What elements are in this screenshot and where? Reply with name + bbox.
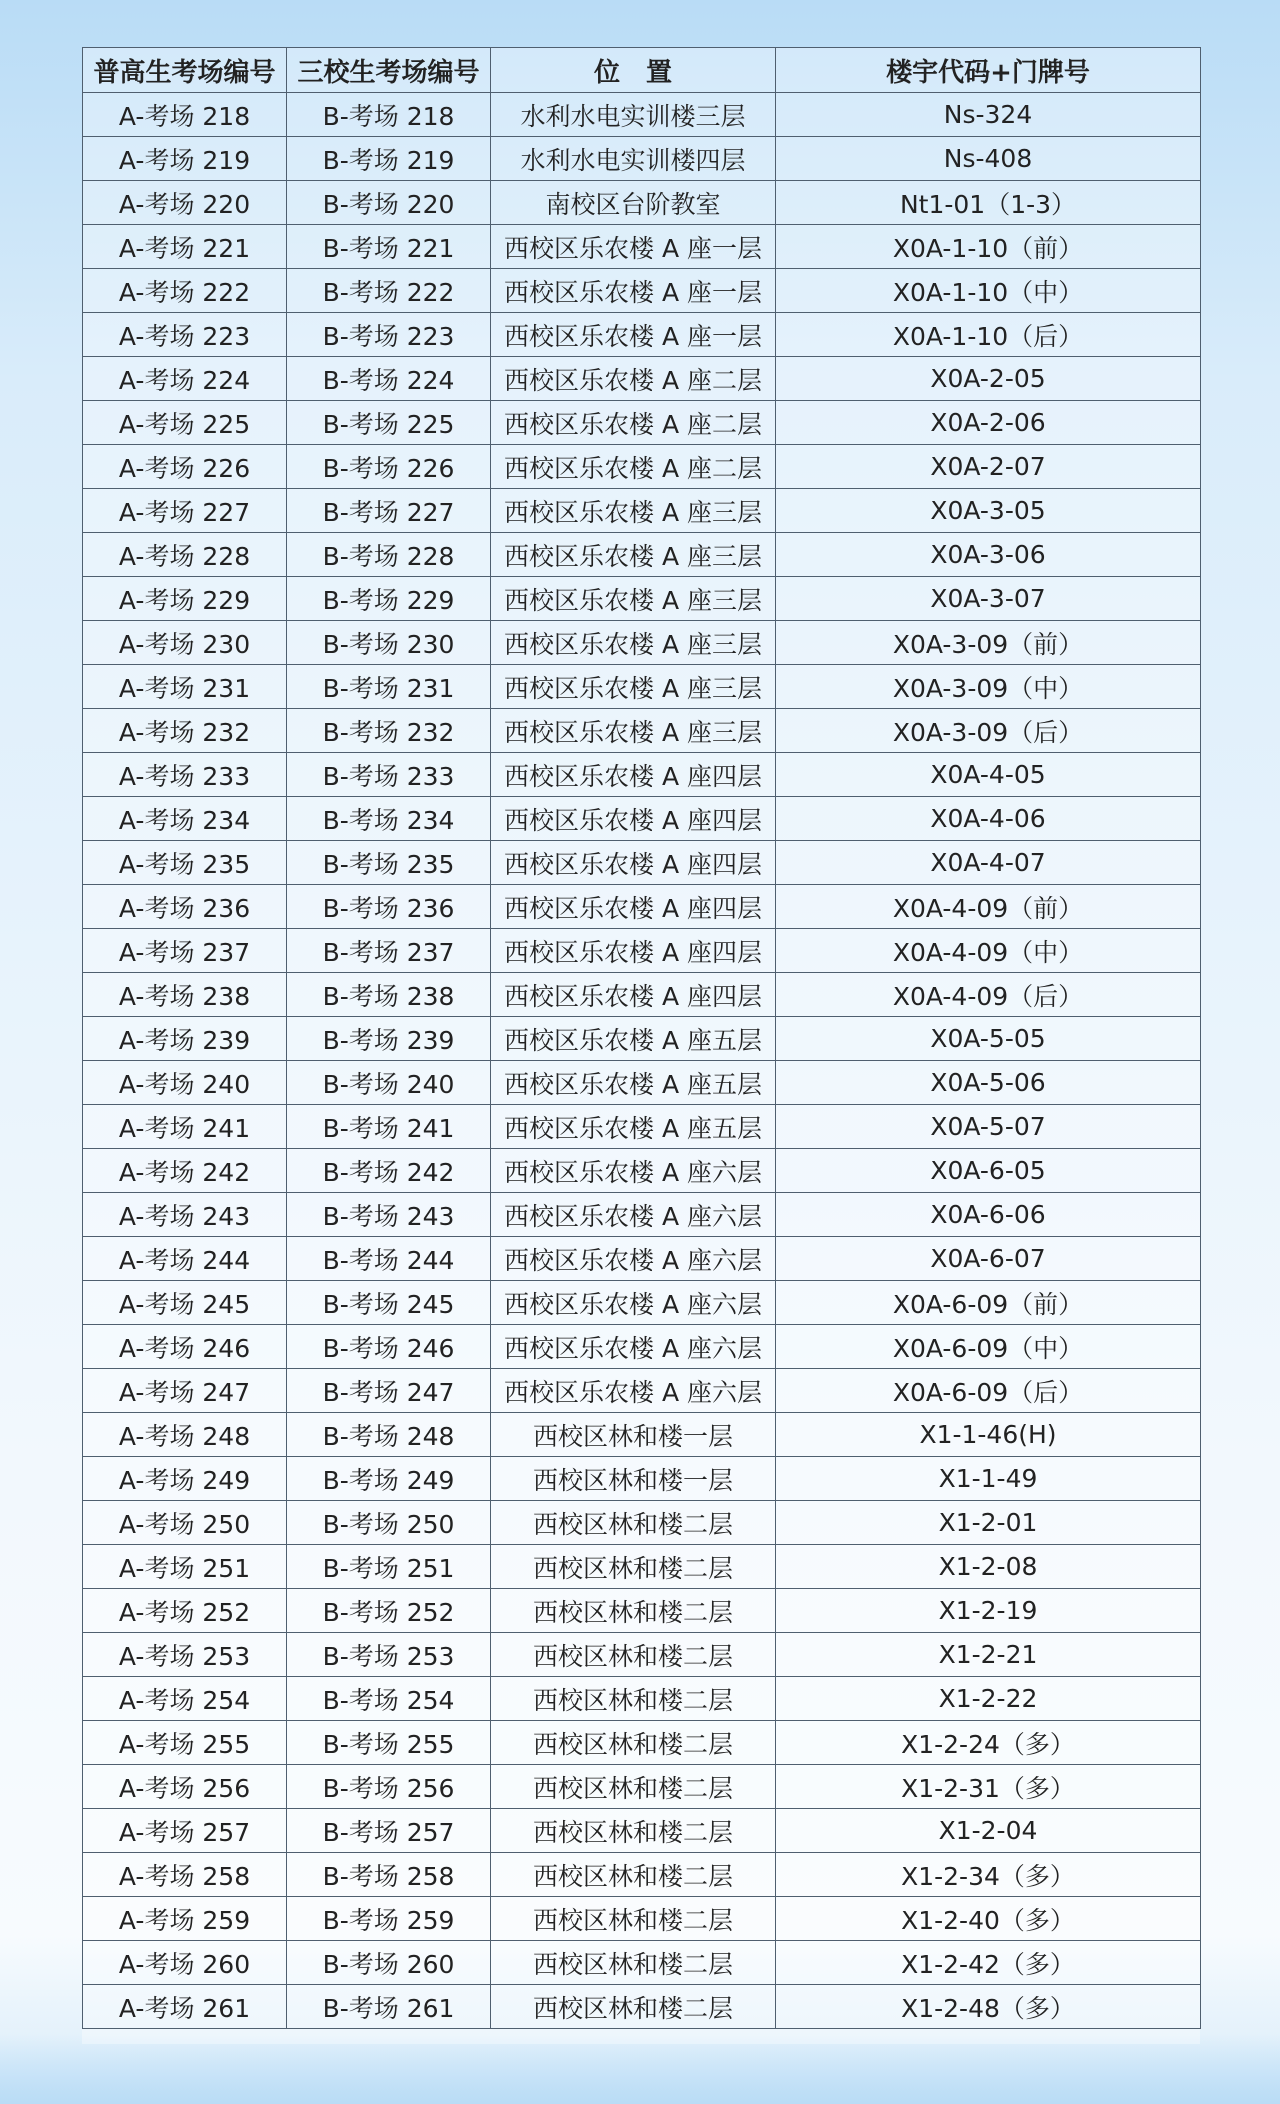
general-exam-room-cell: A-考场 219 <box>83 137 287 181</box>
general-exam-room-cell: A-考场 245 <box>83 1281 287 1325</box>
vocational-exam-room-cell: B-考场 245 <box>287 1281 491 1325</box>
room-code-cell: X0A-5-05 <box>776 1017 1201 1061</box>
location-cell: 西校区乐农楼 A 座一层 <box>491 269 776 313</box>
room-code-cell: X0A-3-09（中） <box>776 665 1201 709</box>
location-cell: 西校区乐农楼 A 座六层 <box>491 1369 776 1413</box>
general-exam-room-cell: A-考场 228 <box>83 533 287 577</box>
table-row <box>83 929 1201 973</box>
room-code-cell: Ns-408 <box>776 137 1201 181</box>
room-code-cell: X0A-5-06 <box>776 1061 1201 1105</box>
general-exam-room-cell: A-考场 261 <box>83 1985 287 2029</box>
general-exam-room-cell: A-考场 242 <box>83 1149 287 1193</box>
room-code-cell: X0A-4-07 <box>776 841 1201 885</box>
general-exam-room-cell: A-考场 240 <box>83 1061 287 1105</box>
location-cell: 西校区乐农楼 A 座四层 <box>491 929 776 973</box>
vocational-exam-room-cell: B-考场 236 <box>287 885 491 929</box>
vocational-exam-room-cell: B-考场 260 <box>287 1941 491 1985</box>
vocational-exam-room-cell: B-考场 230 <box>287 621 491 665</box>
vocational-exam-room-cell: B-考场 247 <box>287 1369 491 1413</box>
room-code-cell: X0A-6-09（后） <box>776 1369 1201 1413</box>
table-row <box>83 1413 1201 1457</box>
vocational-exam-room-cell: B-考场 237 <box>287 929 491 973</box>
general-exam-room-cell: A-考场 255 <box>83 1721 287 1765</box>
location-cell: 西校区乐农楼 A 座二层 <box>491 357 776 401</box>
location-cell: 西校区林和楼一层 <box>491 1457 776 1501</box>
vocational-exam-room-cell: B-考场 253 <box>287 1633 491 1677</box>
room-code-cell: X0A-3-06 <box>776 533 1201 577</box>
vocational-exam-room-cell: B-考场 225 <box>287 401 491 445</box>
general-exam-room-cell: A-考场 248 <box>83 1413 287 1457</box>
table-row <box>83 181 1201 225</box>
table-row <box>83 1193 1201 1237</box>
general-exam-room-cell: A-考场 223 <box>83 313 287 357</box>
table-row <box>83 1941 1201 1985</box>
location-cell: 西校区林和楼二层 <box>491 1633 776 1677</box>
location-cell: 西校区乐农楼 A 座四层 <box>491 841 776 885</box>
room-code-cell: X0A-4-09（后） <box>776 973 1201 1017</box>
table-row <box>83 1017 1201 1061</box>
vocational-exam-room-cell: B-考场 221 <box>287 225 491 269</box>
general-exam-room-cell: A-考场 233 <box>83 753 287 797</box>
room-code-cell: X1-2-42（多） <box>776 1941 1201 1985</box>
general-exam-room-cell: A-考场 260 <box>83 1941 287 1985</box>
table-row <box>83 1589 1201 1633</box>
table-row <box>83 1809 1201 1853</box>
vocational-exam-room-cell: B-考场 255 <box>287 1721 491 1765</box>
table-body <box>83 93 1201 2029</box>
room-code-cell: X0A-1-10（后） <box>776 313 1201 357</box>
vocational-exam-room-cell: B-考场 244 <box>287 1237 491 1281</box>
location-cell: 西校区林和楼二层 <box>491 1765 776 1809</box>
table-row <box>83 93 1201 137</box>
table-row <box>83 1897 1201 1941</box>
background-wave <box>0 2034 1280 2104</box>
vocational-exam-room-cell: B-考场 257 <box>287 1809 491 1853</box>
general-exam-room-cell: A-考场 218 <box>83 93 287 137</box>
vocational-exam-room-cell: B-考场 261 <box>287 1985 491 2029</box>
vocational-exam-room-cell: B-考场 222 <box>287 269 491 313</box>
table-row <box>83 973 1201 1017</box>
vocational-exam-room-cell: B-考场 231 <box>287 665 491 709</box>
room-code-cell: X0A-6-09（前） <box>776 1281 1201 1325</box>
location-cell: 西校区乐农楼 A 座三层 <box>491 709 776 753</box>
vocational-exam-room-cell: B-考场 248 <box>287 1413 491 1457</box>
room-code-cell: X0A-6-09（中） <box>776 1325 1201 1369</box>
location-cell: 西校区乐农楼 A 座三层 <box>491 621 776 665</box>
general-exam-room-cell: A-考场 221 <box>83 225 287 269</box>
location-cell: 西校区林和楼二层 <box>491 1941 776 1985</box>
general-exam-room-cell: A-考场 227 <box>83 489 287 533</box>
general-exam-room-cell: A-考场 256 <box>83 1765 287 1809</box>
location-cell: 西校区乐农楼 A 座三层 <box>491 489 776 533</box>
room-code-cell: X1-2-08 <box>776 1545 1201 1589</box>
table-row <box>83 797 1201 841</box>
location-cell: 西校区林和楼二层 <box>491 1897 776 1941</box>
location-cell: 西校区乐农楼 A 座五层 <box>491 1105 776 1149</box>
room-code-cell: X1-1-46(H) <box>776 1413 1201 1457</box>
vocational-exam-room-cell: B-考场 218 <box>287 93 491 137</box>
table-header-row <box>83 48 1201 93</box>
vocational-exam-room-cell: B-考场 254 <box>287 1677 491 1721</box>
exam-room-table <box>82 47 1201 2029</box>
location-cell: 西校区乐农楼 A 座六层 <box>491 1325 776 1369</box>
table-row <box>83 1281 1201 1325</box>
general-exam-room-cell: A-考场 253 <box>83 1633 287 1677</box>
room-code-cell: Ns-324 <box>776 93 1201 137</box>
location-cell: 西校区乐农楼 A 座二层 <box>491 401 776 445</box>
general-exam-room-cell: A-考场 250 <box>83 1501 287 1545</box>
vocational-exam-room-cell: B-考场 238 <box>287 973 491 1017</box>
vocational-exam-room-cell: B-考场 232 <box>287 709 491 753</box>
room-code-cell: X0A-4-06 <box>776 797 1201 841</box>
room-code-cell: X0A-3-09（后） <box>776 709 1201 753</box>
general-exam-room-cell: A-考场 220 <box>83 181 287 225</box>
general-exam-room-cell: A-考场 246 <box>83 1325 287 1369</box>
room-code-cell: X1-2-34（多） <box>776 1853 1201 1897</box>
room-code-cell: X0A-1-10（中） <box>776 269 1201 313</box>
room-code-cell: X1-2-21 <box>776 1633 1201 1677</box>
location-cell: 西校区乐农楼 A 座一层 <box>491 225 776 269</box>
room-code-cell: X0A-4-09（前） <box>776 885 1201 929</box>
location-cell: 西校区乐农楼 A 座六层 <box>491 1281 776 1325</box>
vocational-exam-room-cell: B-考场 235 <box>287 841 491 885</box>
room-code-cell: X0A-6-06 <box>776 1193 1201 1237</box>
room-code-cell: X0A-3-05 <box>776 489 1201 533</box>
room-code-cell: X0A-2-07 <box>776 445 1201 489</box>
table-row <box>83 1061 1201 1105</box>
table-row <box>83 1985 1201 2029</box>
room-code-cell: X0A-5-07 <box>776 1105 1201 1149</box>
vocational-exam-room-cell: B-考场 239 <box>287 1017 491 1061</box>
table-row <box>83 1677 1201 1721</box>
table-row <box>83 1325 1201 1369</box>
table-row <box>83 269 1201 313</box>
vocational-exam-room-cell: B-考场 242 <box>287 1149 491 1193</box>
general-exam-room-cell: A-考场 249 <box>83 1457 287 1501</box>
table-row <box>83 665 1201 709</box>
vocational-exam-room-cell: B-考场 256 <box>287 1765 491 1809</box>
general-exam-room-cell: A-考场 232 <box>83 709 287 753</box>
table-row <box>83 1853 1201 1897</box>
room-code-cell: Nt1-01（1-3） <box>776 181 1201 225</box>
vocational-exam-room-cell: B-考场 250 <box>287 1501 491 1545</box>
general-exam-room-cell: A-考场 238 <box>83 973 287 1017</box>
vocational-exam-room-cell: B-考场 229 <box>287 577 491 621</box>
vocational-exam-room-cell: B-考场 259 <box>287 1897 491 1941</box>
general-exam-room-cell: A-考场 235 <box>83 841 287 885</box>
header-building-room-code: 楼宇代码+门牌号 <box>776 48 1201 93</box>
room-code-cell: X0A-6-05 <box>776 1149 1201 1193</box>
table-row <box>83 1545 1201 1589</box>
general-exam-room-cell: A-考场 254 <box>83 1677 287 1721</box>
table-row <box>83 1149 1201 1193</box>
general-exam-room-cell: A-考场 229 <box>83 577 287 621</box>
vocational-exam-room-cell: B-考场 258 <box>287 1853 491 1897</box>
room-code-cell: X1-2-04 <box>776 1809 1201 1853</box>
room-code-cell: X0A-3-07 <box>776 577 1201 621</box>
location-cell: 西校区林和楼二层 <box>491 1589 776 1633</box>
general-exam-room-cell: A-考场 259 <box>83 1897 287 1941</box>
general-exam-room-cell: A-考场 225 <box>83 401 287 445</box>
location-cell: 西校区乐农楼 A 座六层 <box>491 1193 776 1237</box>
table-row <box>83 1633 1201 1677</box>
location-cell: 西校区乐农楼 A 座五层 <box>491 1061 776 1105</box>
general-exam-room-cell: A-考场 251 <box>83 1545 287 1589</box>
general-exam-room-cell: A-考场 222 <box>83 269 287 313</box>
location-cell: 西校区乐农楼 A 座四层 <box>491 885 776 929</box>
room-code-cell: X0A-2-05 <box>776 357 1201 401</box>
table-row <box>83 533 1201 577</box>
location-cell: 西校区乐农楼 A 座二层 <box>491 445 776 489</box>
table-row <box>83 401 1201 445</box>
table-row <box>83 1105 1201 1149</box>
general-exam-room-cell: A-考场 257 <box>83 1809 287 1853</box>
table-row <box>83 313 1201 357</box>
location-cell: 西校区乐农楼 A 座三层 <box>491 665 776 709</box>
vocational-exam-room-cell: B-考场 249 <box>287 1457 491 1501</box>
vocational-exam-room-cell: B-考场 219 <box>287 137 491 181</box>
room-code-cell: X1-1-49 <box>776 1457 1201 1501</box>
table-row <box>83 621 1201 665</box>
room-code-cell: X1-2-24（多） <box>776 1721 1201 1765</box>
vocational-exam-room-cell: B-考场 246 <box>287 1325 491 1369</box>
table-row <box>83 137 1201 181</box>
location-cell: 西校区乐农楼 A 座四层 <box>491 973 776 1017</box>
vocational-exam-room-cell: B-考场 227 <box>287 489 491 533</box>
room-code-cell: X1-2-31（多） <box>776 1765 1201 1809</box>
location-cell: 水利水电实训楼四层 <box>491 137 776 181</box>
general-exam-room-cell: A-考场 244 <box>83 1237 287 1281</box>
table-row <box>83 489 1201 533</box>
location-cell: 西校区乐农楼 A 座四层 <box>491 797 776 841</box>
general-exam-room-cell: A-考场 231 <box>83 665 287 709</box>
general-exam-room-cell: A-考场 234 <box>83 797 287 841</box>
general-exam-room-cell: A-考场 230 <box>83 621 287 665</box>
table-row <box>83 753 1201 797</box>
vocational-exam-room-cell: B-考场 241 <box>287 1105 491 1149</box>
table-row <box>83 577 1201 621</box>
room-code-cell: X1-2-40（多） <box>776 1897 1201 1941</box>
vocational-exam-room-cell: B-考场 234 <box>287 797 491 841</box>
vocational-exam-room-cell: B-考场 243 <box>287 1193 491 1237</box>
table-row <box>83 1237 1201 1281</box>
location-cell: 西校区乐农楼 A 座一层 <box>491 313 776 357</box>
vocational-exam-room-cell: B-考场 252 <box>287 1589 491 1633</box>
room-code-cell: X0A-6-07 <box>776 1237 1201 1281</box>
location-cell: 西校区林和楼二层 <box>491 1985 776 2029</box>
header-general-exam-room: 普高生考场编号 <box>83 48 287 93</box>
room-code-cell: X0A-2-06 <box>776 401 1201 445</box>
vocational-exam-room-cell: B-考场 240 <box>287 1061 491 1105</box>
location-cell: 西校区林和楼二层 <box>491 1721 776 1765</box>
room-code-cell: X1-2-48（多） <box>776 1985 1201 2029</box>
room-code-cell: X1-2-19 <box>776 1589 1201 1633</box>
location-cell: 南校区台阶教室 <box>491 181 776 225</box>
table-row <box>83 1501 1201 1545</box>
location-cell: 西校区林和楼一层 <box>491 1413 776 1457</box>
room-code-cell: X0A-1-10（前） <box>776 225 1201 269</box>
table-row <box>83 1721 1201 1765</box>
room-code-cell: X0A-4-05 <box>776 753 1201 797</box>
general-exam-room-cell: A-考场 247 <box>83 1369 287 1413</box>
room-code-cell: X1-2-22 <box>776 1677 1201 1721</box>
location-cell: 水利水电实训楼三层 <box>491 93 776 137</box>
vocational-exam-room-cell: B-考场 223 <box>287 313 491 357</box>
vocational-exam-room-cell: B-考场 233 <box>287 753 491 797</box>
location-cell: 西校区林和楼二层 <box>491 1501 776 1545</box>
exam-room-table-container <box>82 47 1200 2044</box>
general-exam-room-cell: A-考场 236 <box>83 885 287 929</box>
location-cell: 西校区林和楼二层 <box>491 1809 776 1853</box>
header-vocational-exam-room: 三校生考场编号 <box>287 48 491 93</box>
location-cell: 西校区乐农楼 A 座五层 <box>491 1017 776 1061</box>
location-cell: 西校区乐农楼 A 座三层 <box>491 577 776 621</box>
table-row <box>83 357 1201 401</box>
general-exam-room-cell: A-考场 241 <box>83 1105 287 1149</box>
room-code-cell: X1-2-01 <box>776 1501 1201 1545</box>
vocational-exam-room-cell: B-考场 251 <box>287 1545 491 1589</box>
location-cell: 西校区乐农楼 A 座四层 <box>491 753 776 797</box>
location-cell: 西校区林和楼二层 <box>491 1545 776 1589</box>
table-row <box>83 709 1201 753</box>
general-exam-room-cell: A-考场 258 <box>83 1853 287 1897</box>
table-row <box>83 225 1201 269</box>
general-exam-room-cell: A-考场 243 <box>83 1193 287 1237</box>
general-exam-room-cell: A-考场 226 <box>83 445 287 489</box>
location-cell: 西校区乐农楼 A 座六层 <box>491 1237 776 1281</box>
general-exam-room-cell: A-考场 224 <box>83 357 287 401</box>
vocational-exam-room-cell: B-考场 228 <box>287 533 491 577</box>
table-row <box>83 1369 1201 1413</box>
general-exam-room-cell: A-考场 252 <box>83 1589 287 1633</box>
location-cell: 西校区林和楼二层 <box>491 1677 776 1721</box>
vocational-exam-room-cell: B-考场 220 <box>287 181 491 225</box>
table-row <box>83 885 1201 929</box>
table-row <box>83 445 1201 489</box>
table-row <box>83 841 1201 885</box>
room-code-cell: X0A-4-09（中） <box>776 929 1201 973</box>
table-row <box>83 1457 1201 1501</box>
general-exam-room-cell: A-考场 237 <box>83 929 287 973</box>
vocational-exam-room-cell: B-考场 224 <box>287 357 491 401</box>
vocational-exam-room-cell: B-考场 226 <box>287 445 491 489</box>
location-cell: 西校区乐农楼 A 座六层 <box>491 1149 776 1193</box>
header-location: 位 置 <box>491 48 776 93</box>
table-row <box>83 1765 1201 1809</box>
location-cell: 西校区林和楼二层 <box>491 1853 776 1897</box>
general-exam-room-cell: A-考场 239 <box>83 1017 287 1061</box>
location-cell: 西校区乐农楼 A 座三层 <box>491 533 776 577</box>
room-code-cell: X0A-3-09（前） <box>776 621 1201 665</box>
